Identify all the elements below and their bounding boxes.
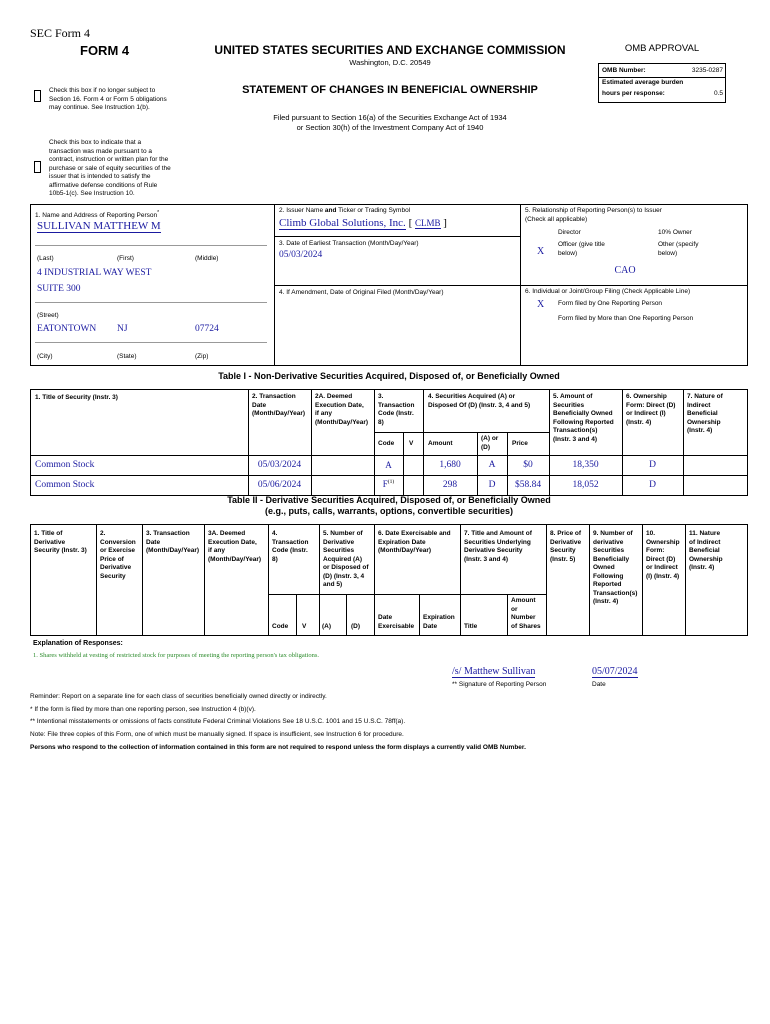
t2-col4-header: 4. Transaction Code (Instr. 8) [272, 530, 309, 563]
box1-label: 1. Name and Address of Reporting Person* [35, 210, 160, 220]
earliest-transaction-date: 05/03/2024 [279, 250, 323, 260]
t1-row1-form: D [649, 460, 656, 470]
t1-aord-header: (A) or (D) [481, 435, 499, 451]
t1-amount-header: Amount [428, 440, 453, 447]
rule-10b5-1-checkbox[interactable] [34, 161, 41, 173]
table2-title-2: (e.g., puts, calls, warrants, options, convertible securities) [264, 506, 514, 516]
t1-v-header: V [409, 440, 414, 447]
box6-label: 6. Individual or Joint/Group Filing (Check Applicable Line) [525, 288, 691, 295]
t2-v-header: V [302, 623, 307, 630]
single-star-note: * If the form is filed by more than one reporting person, see Instruction 4 (b)(v). [30, 706, 256, 713]
officer-check-mark: X [537, 246, 545, 257]
t1-row2-code: $F^{(1)}$ [382, 479, 395, 489]
t2-col1-header: 1. Title of Derivative Security (Instr. 3) [34, 530, 87, 554]
one-person-check-mark: X [537, 299, 545, 310]
street-line-2: SUITE 300 [37, 284, 81, 294]
omb-persons-note: Persons who respond to the collection of information contained in this form are not required to respond unless the form displays a currently valid OMB Number. [30, 744, 526, 751]
city-label: (City) [37, 353, 53, 360]
box5-label-1: 5. Relationship of Reporting Person(s) to Issuer [525, 207, 662, 214]
t1-col7-header: 7. Nature of Indirect Beneficial Ownership (Instr. 4) [687, 393, 723, 434]
omb-number-label: OMB Number: [602, 67, 646, 74]
t1-col3-header: 3. Transaction Code (Instr. 8) [378, 393, 415, 426]
t1-row1-title: Common Stock [35, 460, 95, 470]
t1-col2-header: 2. Transaction Date (Month/Day/Year) [252, 393, 306, 417]
t2-d-header: (D) [351, 623, 361, 630]
street-line-1: 4 INDUSTRIAL WAY WEST [37, 268, 152, 278]
t1-row2-amount: 298 [442, 480, 458, 490]
t1-col4-header: 4. Securities Acquired (A) or Disposed Of (D) (Instr. 3, 4 and 5) [428, 393, 531, 409]
t2-expiration-header: Expiration Date [423, 614, 455, 630]
last-label: (Last) [37, 255, 54, 262]
explanation-label: Explanation of Responses: [33, 640, 123, 647]
t2-col2-header: 2. Conversion or Exercise Price of Derivative Security [100, 530, 136, 580]
t1-col2a-header: 2A. Deemed Execution Date, if any (Month/Day/Year) [315, 393, 369, 426]
first-label: (First) [117, 255, 134, 262]
agency-name: UNITED STATES SECURITIES AND EXCHANGE COMMISSION [214, 43, 566, 57]
t1-row2-title: Common Stock [35, 480, 95, 490]
box3-label: 3. Date of Earliest Transaction (Month/Day/Year) [279, 240, 419, 247]
t2-col10-header: 10. Ownership Form: Direct (D) or Indirect (I) (Instr. 4) [646, 530, 680, 580]
t1-row1-amount: 1,680 [439, 460, 461, 470]
officer-title: CAO [614, 265, 636, 276]
signature-value: /s/ Matthew Sullivan [452, 666, 536, 677]
t2-col7-header: 7. Title and Amount of Securities Underlying Derivative Security (Instr. 3 and 4) [464, 530, 532, 563]
t1-row1-aord: A [488, 460, 496, 470]
reminder-text: Reminder: Report on a separate line for each class of securities beneficially owned directly or indirectly. [30, 693, 327, 700]
t2-col8-header: 8. Price of Derivative Security (Instr. 5) [550, 530, 582, 563]
agency-city: Washington, D.C. 20549 [349, 58, 431, 67]
t2-col3a-header: 3A. Deemed Execution Date, if any (Month/Day/Year) [208, 530, 262, 563]
checkbox-2-text: Check this box to indicate that a transaction was made pursuant to a contract, instruction or written plan for the purchase or sale of equity securities of the issuer that is intended to satisfy the affirmative defense conditions of Rule 10b5-1(c). See Instruction 10. [49, 139, 171, 197]
t1-row1-date: 05/03/2024 [257, 460, 302, 470]
table1-title: Table I - Non-Derivative Securities Acquired, Disposed of, or Beneficially Owned [218, 371, 560, 381]
no-longer-subject-checkbox[interactable] [34, 90, 41, 102]
t1-row1-owned: 18,350 [572, 460, 599, 470]
state-value: NJ [117, 324, 128, 334]
t2-date-exercisable-header: Date Exercisable [378, 614, 415, 630]
issuer-name: Climb Global Solutions, Inc. [ CLMB ] [279, 217, 447, 229]
ten-percent-owner-label: 10% Owner [658, 229, 692, 236]
t1-row2-owned: 18,052 [572, 480, 599, 490]
t1-row2-price: $58.84 [514, 480, 542, 490]
street-label: (Street) [37, 312, 59, 319]
t1-row2-form: D [649, 480, 656, 490]
signature-label: ** Signature of Reporting Person [452, 681, 547, 688]
box2-label: 2. Issuer Name and Ticker or Trading Symbol [279, 207, 411, 214]
t2-col9-header: 9. Number of derivative Securities Beneficially Owned Following Reported Transaction(s) (Instr. 4) [593, 530, 638, 605]
t1-col1-header: 1. Title of Security (Instr. 3) [35, 394, 118, 401]
checkbox-1-text: Check this box if no longer subject to Section 16. Form 4 or Form 5 obligations may continue. See Instruction 1(b). [49, 87, 167, 111]
double-star-note: ** Intentional misstatements or omissions of facts constitute Federal Criminal Violations See 18 U.S.C. 1001 and 15 U.S.C. 78ff(a). [30, 718, 406, 725]
doc-label: SEC Form 4 [30, 26, 91, 40]
director-label: Director [558, 229, 581, 236]
t1-price-header: Price [512, 440, 528, 447]
city-value: EATONTOWN [37, 324, 97, 334]
form-title: FORM 4 [80, 43, 130, 58]
t2-code-header: Code [272, 623, 289, 630]
statement-title: STATEMENT OF CHANGES IN BENEFICIAL OWNERSHIP [242, 84, 538, 96]
signature-date: 05/07/2024 [592, 666, 638, 677]
omb-number-value: 3235-0287 [691, 67, 723, 74]
t1-row1-code: A [385, 460, 392, 470]
t1-col5-header: 5. Amount of Securities Beneficially Owned Following Reported Transaction(s) (Instr. 3 and 4) [553, 393, 614, 443]
filed-line-2: or Section 30(h) of the Investment Company Act of 1940 [296, 123, 484, 132]
footnote-1: 1. Shares withheld at vesting of restricted stock for purposes of meeting the reporting person's tax obligations. [33, 652, 320, 659]
state-label: (State) [117, 353, 137, 360]
omb-hours-label: hours per response: [602, 90, 665, 97]
table2-title-1: Table II - Derivative Securities Acquired, Disposed of, or Beneficially Owned [227, 495, 551, 505]
box4-label: 4. If Amendment, Date of Original Filed (Month/Day/Year) [279, 289, 444, 296]
officer-label: Officer (give title below) [558, 241, 605, 257]
reporting-person-name: SULLIVAN MATTHEW M [37, 220, 161, 232]
zip-value: 07724 [195, 324, 219, 334]
omb-approval-header: OMB APPROVAL [624, 43, 700, 54]
other-label: Other (specify below) [658, 241, 699, 257]
t1-code-header: Code [378, 440, 395, 447]
zip-label: (Zip) [195, 353, 209, 360]
omb-burden-label: Estimated average burden [602, 79, 684, 86]
middle-label: (Middle) [195, 255, 219, 262]
t2-col5-header: 5. Number of Derivative Securities Acquired (A) or Disposed of (D) (Instr. 3, 4 and 5) [323, 530, 369, 588]
omb-hours-value: 0.5 [713, 90, 723, 97]
t2-amount-header: Amount or Number of Shares [511, 597, 541, 630]
more-persons-label: Form filed by More than One Reporting Person [558, 315, 694, 322]
t2-col3-header: 3. Transaction Date (Month/Day/Year) [146, 530, 200, 554]
copies-note: Note: File three copies of this Form, one of which must be manually signed. If space is insufficient, see Instruction 6 for procedure. [30, 731, 404, 738]
t2-col11-header: 11. Nature of Indirect Beneficial Ownership (Instr. 4) [689, 530, 723, 571]
box5-label-2: (Check all applicable) [525, 216, 588, 223]
date-label: Date [592, 681, 606, 688]
t1-col6-header: 6. Ownership Form: Direct (D) or Indirect (I) (Instr. 4) [626, 393, 676, 426]
t1-row2-date: 05/06/2024 [257, 480, 302, 490]
t1-row1-price: $0 [523, 460, 533, 470]
filed-line-1: Filed pursuant to Section 16(a) of the Securities Exchange Act of 1934 [273, 113, 507, 122]
t1-row2-aord: D [488, 480, 496, 490]
one-person-label: Form filed by One Reporting Person [558, 300, 663, 307]
t2-title-header: Title [464, 623, 478, 630]
t2-a-header: (A) [322, 623, 332, 630]
t2-col6-header: 6. Date Exercisable and Expiration Date (Month/Day/Year) [378, 530, 451, 554]
